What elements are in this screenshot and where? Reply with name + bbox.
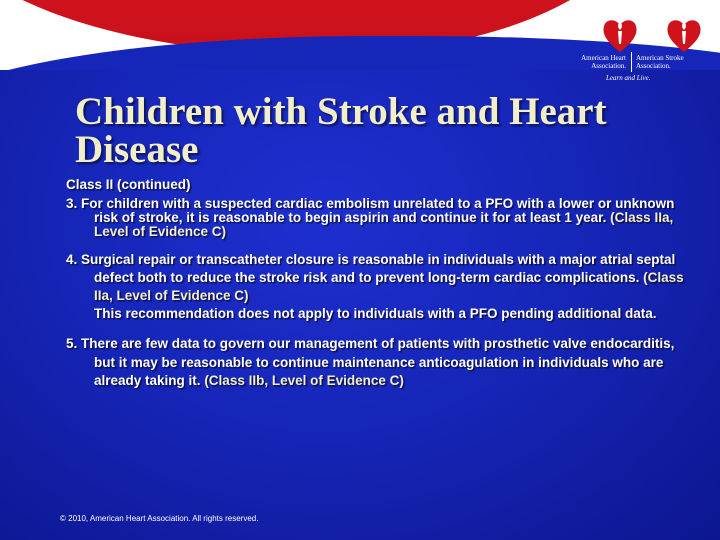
recommendation-4	[66, 251, 696, 323]
recommendation-text: 5. There are few data to govern our management of patients with prosthetic valve endocarditis, but it may be reasonable to continue maintenance anticoagulation in individuals who are already taking it.	[66, 336, 675, 388]
recommendation-5	[66, 335, 696, 391]
evidence-class: (Class IIa, Level of Evidence C)	[94, 270, 684, 303]
recommendation-note: This recommendation does not apply to individuals with a PFO pending additional data.	[94, 306, 657, 321]
evidence-class: (Class IIb, Level of Evidence C)	[204, 373, 404, 388]
recommendation-3	[66, 197, 696, 239]
american-heart-association-name: American Heart Association.	[581, 54, 626, 70]
evidence-class: (Class IIa, Level of Evidence C)	[94, 210, 674, 239]
slide-title: Children with Stroke and Heart Disease	[75, 90, 607, 171]
recommendation-text: 4. Surgical repair or transcatheter closure is reasonable in individuals with a major atrial septal defect both to reduce the stroke risk and to prevent long-term cardiac complications.	[66, 252, 676, 285]
american-stroke-association-name: American Stroke Association.	[636, 54, 684, 70]
copyright-footer: © 2010, American Heart Association. All rights reserved.	[60, 514, 259, 523]
recommendation-text: 3. For children with a suspected cardiac embolism unrelated to a PFO with a lower or unknown risk of stroke, it is reasonable to begin aspirin and continue it for at least 1 year.	[66, 196, 675, 225]
slide-body	[66, 175, 696, 391]
torch-heart-icon	[600, 14, 640, 54]
subheading: Class II (continued)	[66, 177, 191, 192]
logo-tagline: Learn and Live.	[606, 74, 651, 82]
torch-heart-icon	[664, 14, 704, 54]
logo-divider	[631, 52, 632, 72]
aha-asa-logo	[566, 14, 716, 88]
